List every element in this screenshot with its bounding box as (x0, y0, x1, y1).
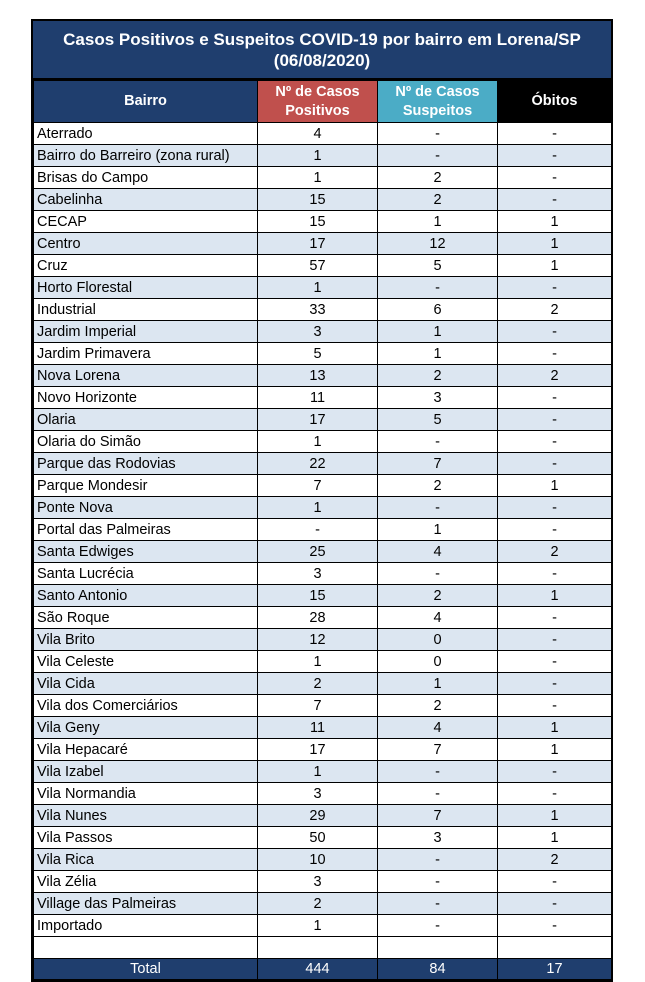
positivos-cell: 3 (258, 563, 378, 585)
obitos-cell: - (498, 915, 612, 937)
bairro-cell: Brisas do Campo (34, 167, 258, 189)
obitos-cell: 2 (498, 541, 612, 563)
table-row (34, 871, 612, 893)
obitos-cell: 1 (498, 805, 612, 827)
suspeitos-cell: - (378, 761, 498, 783)
table-row (34, 805, 612, 827)
positivos-cell: 17 (258, 409, 378, 431)
table-body (34, 123, 612, 959)
total-suspeitos: 84 (378, 959, 498, 980)
suspeitos-cell: 3 (378, 827, 498, 849)
obitos-cell: 1 (498, 233, 612, 255)
table-row (34, 541, 612, 563)
positivos-cell: 17 (258, 739, 378, 761)
positivos-cell: 13 (258, 365, 378, 387)
table-row (34, 915, 612, 937)
table-row (34, 629, 612, 651)
bairro-cell: Vila Normandia (34, 783, 258, 805)
bairro-cell: Aterrado (34, 123, 258, 145)
table-row (34, 343, 612, 365)
positivos-cell: 3 (258, 321, 378, 343)
empty-cell (258, 937, 378, 959)
obitos-cell: - (498, 123, 612, 145)
positivos-cell: 3 (258, 871, 378, 893)
suspeitos-cell: 2 (378, 365, 498, 387)
table-row (34, 211, 612, 233)
suspeitos-cell: 3 (378, 387, 498, 409)
table-row (34, 409, 612, 431)
obitos-cell: - (498, 431, 612, 453)
table-row (34, 585, 612, 607)
header-suspeitos-text: Nº de Casos Suspeitos (395, 83, 480, 119)
suspeitos-cell: - (378, 871, 498, 893)
suspeitos-cell: 7 (378, 805, 498, 827)
suspeitos-cell: 1 (378, 673, 498, 695)
obitos-cell: - (498, 343, 612, 365)
bairro-cell: Santa Lucrécia (34, 563, 258, 585)
suspeitos-cell: 2 (378, 695, 498, 717)
positivos-cell: 29 (258, 805, 378, 827)
suspeitos-cell: 2 (378, 167, 498, 189)
obitos-cell: 1 (498, 255, 612, 277)
obitos-cell: 1 (498, 585, 612, 607)
obitos-cell: - (498, 167, 612, 189)
table-row (34, 497, 612, 519)
bairro-cell: Industrial (34, 299, 258, 321)
table-row (34, 519, 612, 541)
bairro-cell: Portal das Palmeiras (34, 519, 258, 541)
bairro-cell: Vila Cida (34, 673, 258, 695)
bairro-cell: Olaria do Simão (34, 431, 258, 453)
obitos-cell: 2 (498, 849, 612, 871)
positivos-cell: 50 (258, 827, 378, 849)
obitos-cell: - (498, 695, 612, 717)
positivos-cell: 17 (258, 233, 378, 255)
bairro-cell: Vila dos Comerciários (34, 695, 258, 717)
bairro-cell: Santo Antonio (34, 585, 258, 607)
suspeitos-cell: 5 (378, 255, 498, 277)
positivos-cell: 1 (258, 497, 378, 519)
positivos-cell: 10 (258, 849, 378, 871)
covid-table-sheet (31, 19, 613, 982)
positivos-cell: 11 (258, 717, 378, 739)
suspeitos-cell: 0 (378, 651, 498, 673)
bairro-cell: Vila Nunes (34, 805, 258, 827)
positivos-cell: 25 (258, 541, 378, 563)
obitos-cell: - (498, 629, 612, 651)
obitos-cell: - (498, 387, 612, 409)
bairro-cell: Ponte Nova (34, 497, 258, 519)
table-row (34, 277, 612, 299)
positivos-cell: 11 (258, 387, 378, 409)
positivos-cell: 2 (258, 893, 378, 915)
obitos-cell: - (498, 563, 612, 585)
bairro-cell: Santa Edwiges (34, 541, 258, 563)
suspeitos-cell: - (378, 145, 498, 167)
table-row (34, 761, 612, 783)
empty-row (34, 937, 612, 959)
obitos-cell: - (498, 519, 612, 541)
positivos-cell: 57 (258, 255, 378, 277)
table-row (34, 739, 612, 761)
bairro-cell: Vila Geny (34, 717, 258, 739)
total-row (34, 959, 612, 980)
suspeitos-cell: 0 (378, 629, 498, 651)
suspeitos-cell: 5 (378, 409, 498, 431)
table-row (34, 827, 612, 849)
table-row (34, 233, 612, 255)
positivos-cell: 12 (258, 629, 378, 651)
obitos-cell: 1 (498, 717, 612, 739)
obitos-cell: - (498, 409, 612, 431)
obitos-cell: - (498, 761, 612, 783)
table-row (34, 453, 612, 475)
obitos-cell: - (498, 277, 612, 299)
table-row (34, 563, 612, 585)
bairro-cell: Vila Passos (34, 827, 258, 849)
cases-table (33, 80, 612, 980)
header-bairro: Bairro (34, 81, 258, 123)
obitos-cell: - (498, 871, 612, 893)
bairro-cell: São Roque (34, 607, 258, 629)
suspeitos-cell: 2 (378, 475, 498, 497)
bairro-cell: Vila Rica (34, 849, 258, 871)
bairro-cell: Vila Brito (34, 629, 258, 651)
total-positivos: 444 (258, 959, 378, 980)
positivos-cell: 1 (258, 915, 378, 937)
table-row (34, 695, 612, 717)
suspeitos-cell: - (378, 915, 498, 937)
suspeitos-cell: - (378, 893, 498, 915)
positivos-cell: 1 (258, 651, 378, 673)
bairro-cell: Parque Mondesir (34, 475, 258, 497)
positivos-cell: - (258, 519, 378, 541)
suspeitos-cell: 1 (378, 343, 498, 365)
table-row (34, 717, 612, 739)
suspeitos-cell: - (378, 277, 498, 299)
positivos-cell: 1 (258, 277, 378, 299)
bairro-cell: Bairro do Barreiro (zona rural) (34, 145, 258, 167)
suspeitos-cell: 2 (378, 189, 498, 211)
total-label: Total (34, 959, 258, 980)
obitos-cell: - (498, 893, 612, 915)
empty-cell (498, 937, 612, 959)
bairro-cell: Novo Horizonte (34, 387, 258, 409)
positivos-cell: 5 (258, 343, 378, 365)
total-obitos: 17 (498, 959, 612, 980)
suspeitos-cell: 7 (378, 453, 498, 475)
obitos-cell: - (498, 783, 612, 805)
obitos-cell: - (498, 607, 612, 629)
positivos-cell: 1 (258, 145, 378, 167)
positivos-cell: 28 (258, 607, 378, 629)
suspeitos-cell: - (378, 497, 498, 519)
suspeitos-cell: - (378, 849, 498, 871)
bairro-cell: Cruz (34, 255, 258, 277)
obitos-cell: - (498, 145, 612, 167)
table-row (34, 783, 612, 805)
table-row (34, 123, 612, 145)
suspeitos-cell: 4 (378, 541, 498, 563)
obitos-cell: 1 (498, 475, 612, 497)
table-row (34, 607, 612, 629)
table-row (34, 893, 612, 915)
bairro-cell: Vila Izabel (34, 761, 258, 783)
bairro-cell: Vila Hepacaré (34, 739, 258, 761)
table-row (34, 321, 612, 343)
suspeitos-cell: 1 (378, 211, 498, 233)
bairro-cell: Vila Celeste (34, 651, 258, 673)
positivos-cell: 22 (258, 453, 378, 475)
table-row (34, 145, 612, 167)
header-suspeitos (378, 81, 498, 123)
table-row (34, 651, 612, 673)
bairro-cell: Village das Palmeiras (34, 893, 258, 915)
bairro-cell: Jardim Primavera (34, 343, 258, 365)
positivos-cell: 15 (258, 189, 378, 211)
suspeitos-cell: 7 (378, 739, 498, 761)
obitos-cell: - (498, 453, 612, 475)
suspeitos-cell: 6 (378, 299, 498, 321)
table-row (34, 255, 612, 277)
table-row (34, 673, 612, 695)
header-positivos-text: Nº de Casos Positivos (275, 83, 360, 119)
bairro-cell: Horto Florestal (34, 277, 258, 299)
obitos-cell: 1 (498, 739, 612, 761)
suspeitos-cell: 2 (378, 585, 498, 607)
bairro-cell: Cabelinha (34, 189, 258, 211)
empty-cell (34, 937, 258, 959)
bairro-cell: Jardim Imperial (34, 321, 258, 343)
table-row (34, 365, 612, 387)
table-title: Casos Positivos e Suspeitos COVID-19 por bairro em Lorena/SP (06/08/2020) (33, 21, 611, 80)
positivos-cell: 7 (258, 475, 378, 497)
obitos-cell: 2 (498, 299, 612, 321)
suspeitos-cell: - (378, 563, 498, 585)
suspeitos-cell: - (378, 123, 498, 145)
suspeitos-cell: 4 (378, 607, 498, 629)
table-row (34, 167, 612, 189)
positivos-cell: 1 (258, 761, 378, 783)
bairro-cell: Olaria (34, 409, 258, 431)
obitos-cell: - (498, 189, 612, 211)
positivos-cell: 1 (258, 431, 378, 453)
obitos-cell: - (498, 321, 612, 343)
obitos-cell: - (498, 651, 612, 673)
positivos-cell: 3 (258, 783, 378, 805)
bairro-cell: Nova Lorena (34, 365, 258, 387)
positivos-cell: 33 (258, 299, 378, 321)
table-row (34, 299, 612, 321)
suspeitos-cell: 1 (378, 321, 498, 343)
positivos-cell: 15 (258, 585, 378, 607)
header-obitos: Óbitos (498, 81, 612, 123)
header-row (34, 81, 612, 123)
obitos-cell: 1 (498, 211, 612, 233)
table-row (34, 431, 612, 453)
bairro-cell: Centro (34, 233, 258, 255)
table-row (34, 849, 612, 871)
positivos-cell: 15 (258, 211, 378, 233)
bairro-cell: CECAP (34, 211, 258, 233)
obitos-cell: - (498, 673, 612, 695)
suspeitos-cell: 1 (378, 519, 498, 541)
suspeitos-cell: 4 (378, 717, 498, 739)
suspeitos-cell: - (378, 783, 498, 805)
suspeitos-cell: 12 (378, 233, 498, 255)
obitos-cell: - (498, 497, 612, 519)
bairro-cell: Vila Zélia (34, 871, 258, 893)
bairro-cell: Parque das Rodovias (34, 453, 258, 475)
empty-cell (378, 937, 498, 959)
header-positivos (258, 81, 378, 123)
suspeitos-cell: - (378, 431, 498, 453)
obitos-cell: 1 (498, 827, 612, 849)
table-row (34, 189, 612, 211)
positivos-cell: 1 (258, 167, 378, 189)
positivos-cell: 2 (258, 673, 378, 695)
positivos-cell: 4 (258, 123, 378, 145)
positivos-cell: 7 (258, 695, 378, 717)
bairro-cell: Importado (34, 915, 258, 937)
table-row (34, 475, 612, 497)
obitos-cell: 2 (498, 365, 612, 387)
table-row (34, 387, 612, 409)
